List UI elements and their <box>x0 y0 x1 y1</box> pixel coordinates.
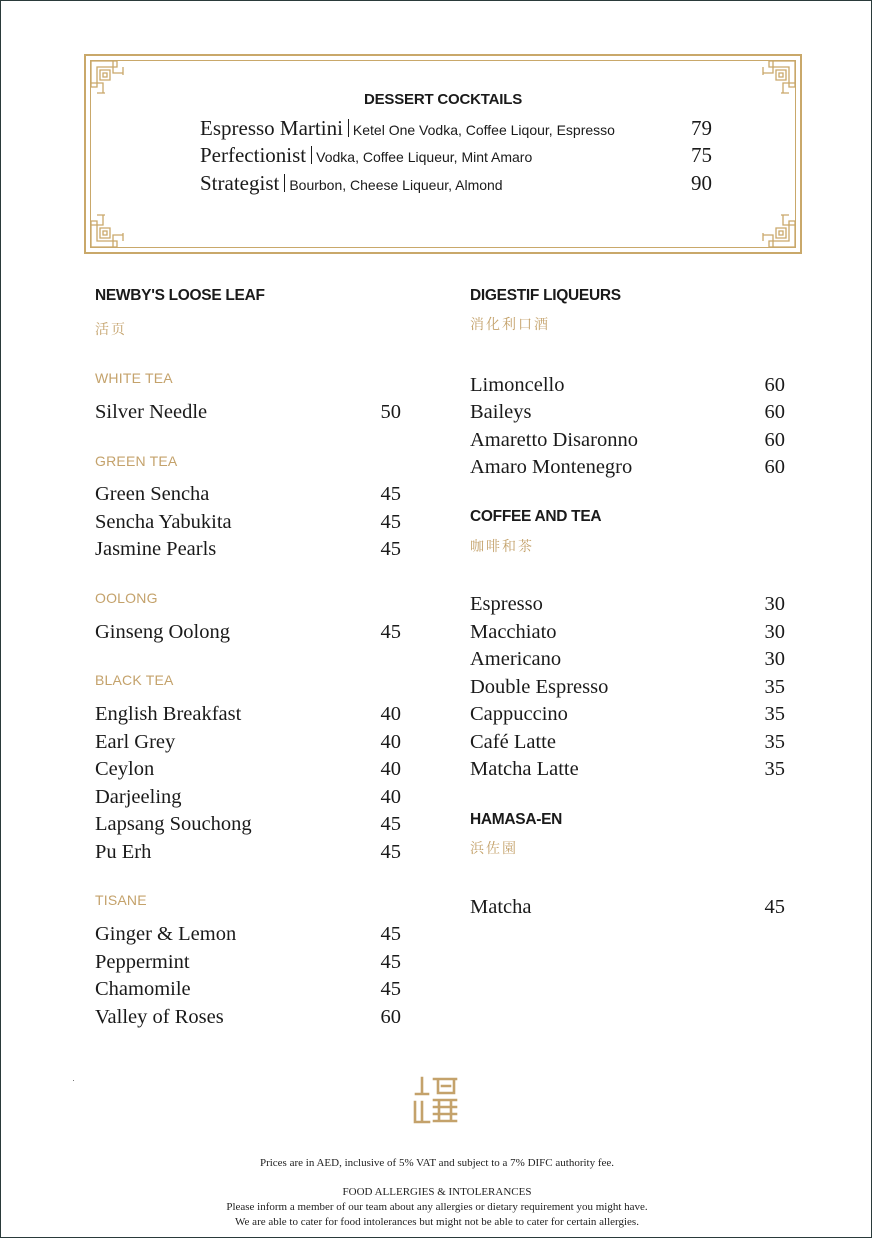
allergy-line-2: We are able to cater for food intolerances but might not be able to cater for certain allergies. <box>235 1216 639 1228</box>
menu-item <box>470 758 785 784</box>
item-price: 30 <box>764 648 785 670</box>
tea-section-title: NEWBY'S LOOSE LEAF <box>95 287 265 304</box>
item-name: Ginseng Oolong <box>95 621 230 643</box>
item-name: Matcha Latte <box>470 758 579 780</box>
item-price: 30 <box>764 621 785 643</box>
hamasa-section-title: HAMASA-EN <box>470 811 563 828</box>
item-price: 60 <box>380 1006 401 1028</box>
item-name: Amaretto Disaronno <box>470 429 638 451</box>
menu-item <box>95 621 401 647</box>
corner-ornament-icon <box>89 205 133 249</box>
menu-item <box>95 923 401 949</box>
menu-item <box>95 1006 401 1032</box>
item-name: Silver Needle <box>95 401 208 423</box>
separator <box>311 146 312 164</box>
item-name: Macchiato <box>470 621 557 643</box>
allergy-title: FOOD ALLERGIES & INTOLERANCES <box>342 1186 532 1198</box>
item-name: Americano <box>470 648 562 670</box>
item-name: Matcha <box>470 896 532 918</box>
allergy-line-1: Please inform a member of our team about any allergies or dietary requirement you might have. <box>226 1201 648 1213</box>
item-name: Lapsang Souchong <box>95 813 252 835</box>
cocktail-price: 79 <box>691 116 712 140</box>
item-price: 35 <box>764 676 785 698</box>
separator <box>348 119 349 137</box>
hamasa-section-title-cn: 浜佐園 <box>470 841 518 857</box>
menu-item <box>95 538 401 564</box>
cocktail-price: 75 <box>691 143 712 167</box>
menu-item <box>470 731 785 757</box>
menu-item <box>470 429 785 455</box>
item-name: Jasmine Pearls <box>95 538 217 560</box>
item-price: 60 <box>764 401 785 423</box>
item-price: 60 <box>764 429 785 451</box>
green-tea-label: GREEN TEA <box>95 453 178 469</box>
cocktail-description: Ketel One Vodka, Coffee Liqour, Espresso <box>352 122 615 138</box>
liqueurs-section-title-cn: 消化利口酒 <box>470 317 550 333</box>
tisane-label: TISANE <box>95 892 147 908</box>
item-name: Baileys <box>470 401 532 423</box>
item-name: Green Sencha <box>95 483 210 505</box>
cocktail-price: 90 <box>691 171 712 195</box>
menu-item <box>470 648 785 674</box>
separator <box>284 174 285 192</box>
item-price: 45 <box>764 896 785 918</box>
cocktail-name: Perfectionist <box>200 143 307 167</box>
item-name: Ceylon <box>95 758 155 780</box>
corner-ornament-icon <box>753 205 797 249</box>
cocktail-row <box>200 143 712 169</box>
item-name: Chamomile <box>95 978 191 1000</box>
menu-item <box>95 703 401 729</box>
item-name: Café Latte <box>470 731 556 753</box>
menu-item <box>470 374 785 400</box>
prices-note: Prices are in AED, inclusive of 5% VAT and subject to a 7% DIFC authority fee. <box>259 1157 615 1169</box>
item-price: 60 <box>764 456 785 478</box>
menu-item <box>95 978 401 1004</box>
liqueurs-section-title: DIGESTIF LIQUEURS <box>470 287 621 304</box>
item-price: 45 <box>380 511 401 533</box>
menu-item <box>470 621 785 647</box>
coffee-section-title: COFFEE AND TEA <box>470 508 602 525</box>
item-name: Amaro Montenegro <box>470 456 633 478</box>
item-price: 30 <box>764 593 785 615</box>
cocktail-row <box>200 171 712 197</box>
cocktail-name: Espresso Martini <box>200 116 343 140</box>
item-price: 45 <box>380 978 401 1000</box>
item-name: Limoncello <box>470 374 565 396</box>
menu-item <box>470 676 785 702</box>
item-price: 40 <box>380 703 401 725</box>
item-price: 35 <box>764 703 785 725</box>
cocktail-name: Strategist <box>200 171 280 195</box>
item-name: Peppermint <box>95 951 190 973</box>
item-price: 45 <box>380 621 401 643</box>
item-price: 35 <box>764 758 785 780</box>
dessert-cocktails-title: DESSERT COCKTAILS <box>364 91 522 108</box>
menu-item <box>470 896 785 922</box>
item-price: 35 <box>764 731 785 753</box>
item-price: 40 <box>380 758 401 780</box>
menu-item <box>470 593 785 619</box>
oolong-label: OOLONG <box>95 590 158 606</box>
item-name: Earl Grey <box>95 731 176 753</box>
item-price: 45 <box>380 841 401 863</box>
item-name: Valley of Roses <box>95 1006 224 1028</box>
item-price: 45 <box>380 923 401 945</box>
coffee-section-title-cn: 咖啡和茶 <box>470 539 534 555</box>
menu-item <box>95 951 401 977</box>
menu-item <box>95 731 401 757</box>
menu-item <box>95 401 401 427</box>
black-tea-label: BLACK TEA <box>95 672 174 688</box>
cocktail-description: Vodka, Coffee Liqueur, Mint Amaro <box>316 149 533 165</box>
item-price: 45 <box>380 951 401 973</box>
tea-section-title-cn: 活页 <box>95 322 127 338</box>
item-price: 40 <box>380 731 401 753</box>
dessert-cocktails-frame <box>84 54 802 254</box>
item-name: Espresso <box>470 593 543 615</box>
restaurant-monogram-icon <box>412 1075 460 1125</box>
menu-item <box>95 786 401 812</box>
white-tea-label: WHITE TEA <box>95 370 173 386</box>
menu-item <box>470 456 785 482</box>
cocktail-description: Bourbon, Cheese Liqueur, Almond <box>289 177 503 193</box>
item-name: Double Espresso <box>470 676 609 698</box>
menu-item <box>470 401 785 427</box>
item-price: 45 <box>380 483 401 505</box>
item-price: 45 <box>380 813 401 835</box>
menu-item <box>470 703 785 729</box>
menu-item <box>95 511 401 537</box>
item-name: Darjeeling <box>95 786 182 808</box>
cocktail-row <box>200 116 712 142</box>
item-name: Sencha Yabukita <box>95 511 232 533</box>
item-price: 60 <box>764 374 785 396</box>
item-price: 45 <box>380 538 401 560</box>
menu-item <box>95 758 401 784</box>
menu-item <box>95 841 401 867</box>
item-name: Cappuccino <box>470 703 568 725</box>
item-price: 50 <box>380 401 401 423</box>
menu-item <box>95 483 401 509</box>
item-price: 40 <box>380 786 401 808</box>
item-name: English Breakfast <box>95 703 242 725</box>
stray-dot <box>73 1080 74 1081</box>
item-name: Ginger & Lemon <box>95 923 237 945</box>
item-name: Pu Erh <box>95 841 152 863</box>
menu-item <box>95 813 401 839</box>
